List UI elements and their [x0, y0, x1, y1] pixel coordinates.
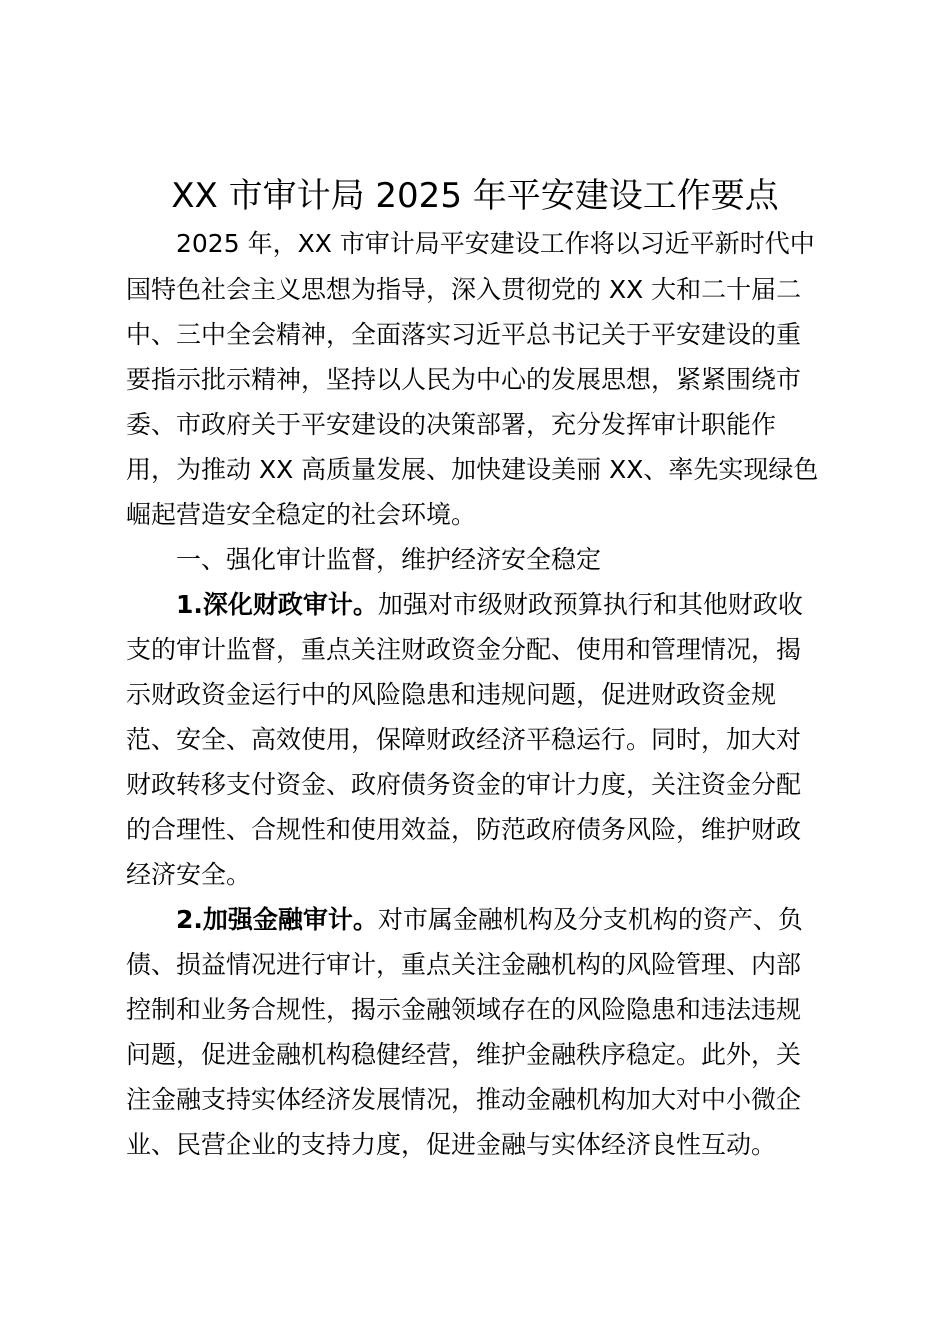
section-heading: 一、强化审计监督，维护经济安全稳定	[176, 545, 602, 574]
item2-line: 债、损益情况进行审计，重点关注金融机构的风险管理、内部	[126, 950, 802, 979]
intro-line: 用，为推动 XX 高质量发展、加快建设美丽 XX、率先实现绿色	[126, 455, 819, 484]
item1-first-line	[176, 583, 950, 627]
item2-line: 控制和业务合规性，揭示金融领域存在的风险隐患和违法违规	[126, 995, 802, 1024]
intro-line: 国特色社会主义思想为指导，深入贯彻党的 XX 大和二十届二	[126, 275, 802, 304]
item2-line: 业、民营企业的支持力度，促进金融与实体经济良性互动。	[126, 1130, 777, 1159]
item1-line: 示财政资金运行中的风险隐患和违规问题，促进财政资金规	[126, 680, 777, 709]
item2-first-line	[176, 898, 950, 942]
item1-line: 的合理性、合规性和使用效益，防范政府债务风险，维护财政	[126, 815, 802, 844]
item1-heading: 1.深化财政审计。	[176, 590, 378, 619]
document-title: XX 市审计局 2025 年平安建设工作要点	[171, 176, 779, 216]
intro-line: 中、三中全会精神，全面落实习近平总书记关于平安建设的重	[126, 320, 802, 349]
intro-line: 崛起营造安全稳定的社会环境。	[126, 500, 477, 529]
item1-line: 支的审计监督，重点关注财政资金分配、使用和管理情况，揭	[126, 635, 802, 664]
intro-line: 要指示批示精神，坚持以人民为中心的发展思想，紧紧围绕市	[126, 365, 802, 394]
item2-heading: 2.加强金融审计。	[176, 905, 378, 934]
item2-text: 对市属金融机构及分支机构的资产、负	[377, 905, 803, 934]
item1-line: 范、安全、高效使用，保障财政经济平稳运行。同时，加大对	[126, 725, 802, 754]
intro-line: 委、市政府关于平安建设的决策部署，充分发挥审计职能作	[126, 410, 777, 439]
item2-line: 问题，促进金融机构稳健经营，维护金融秩序稳定。此外，关	[126, 1040, 802, 1069]
item1-line: 财政转移支付资金、政府债务资金的审计力度，关注资金分配	[126, 770, 802, 799]
item1-text: 加强对市级财政预算执行和其他财政收	[377, 590, 803, 619]
intro-line: 2025 年，XX 市审计局平安建设工作将以习近平新时代中	[176, 229, 815, 258]
item2-line: 注金融支持实体经济发展情况，推动金融机构加大对中小微企	[126, 1085, 802, 1114]
item1-line: 经济安全。	[126, 860, 252, 889]
